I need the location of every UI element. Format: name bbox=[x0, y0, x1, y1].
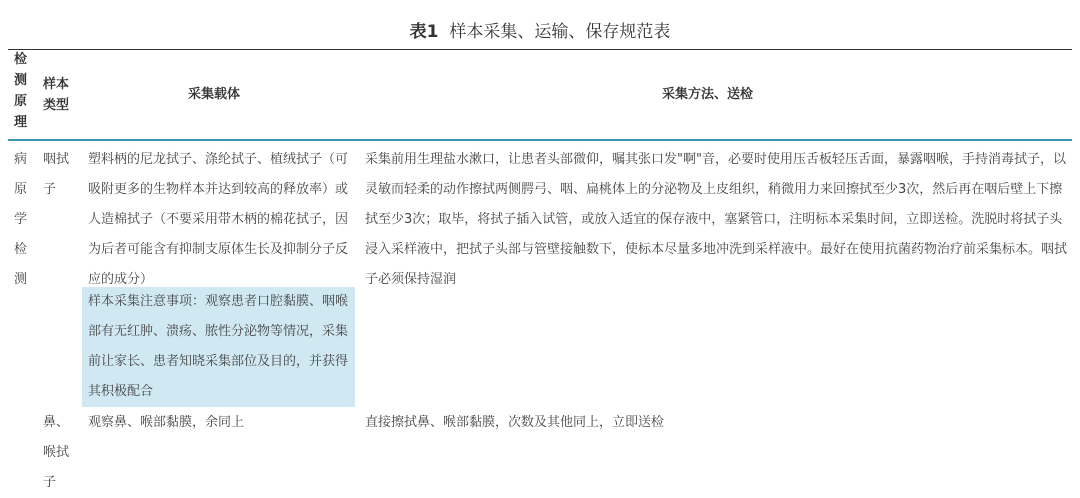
header-rule bbox=[8, 139, 1072, 141]
table-top-rule bbox=[8, 49, 1072, 50]
header-method: 采集方法、送检 bbox=[662, 87, 754, 102]
header-carrier: 采集载体 bbox=[188, 87, 241, 102]
header-principle bbox=[14, 49, 32, 133]
principle-char: 测 bbox=[14, 272, 28, 287]
row1-carrier: 塑料柄的尼龙拭子、涤纶拭子、植绒拭子（可吸附更多的生物样本并达到较高的释放率）或人造棉拭子（不要采用带木柄的棉花拭子，因为后者可能含有抑制支原体生长及抑制分子反应的成分） bbox=[88, 152, 349, 287]
principle-char: 病 bbox=[14, 152, 28, 167]
row1-method: 采集前用生理盐水漱口，让患者头部微仰，嘱其张口发"啊"音，必要时使用压舌板轻压舌面，暴露咽喉，手持消毒拭子，以灵敏而轻柔的动作擦拭两侧腭弓、咽、扁桃体上的分泌物及上皮组织，稍微用力来回擦拭至少3次，然后再在咽后壁上下擦拭至少3次；取毕，将拭子插入试管，或放入适宜的保存液中，塞紧管口，注明标本采集时间，立即送检。洗脱时将拭子头浸入采样液中，把拭子头部与管壁接触数下，使标本尽量多地冲洗到采样液中。最好在使用抗菌药物治疗前采集标本。咽拭子必须保持湿润 bbox=[365, 152, 1068, 287]
caption-label: 表1 bbox=[409, 22, 439, 42]
header-principle-char: 检 bbox=[14, 52, 28, 67]
principle-char: 检 bbox=[14, 242, 28, 257]
header-principle-char: 理 bbox=[14, 115, 28, 130]
principle-char: 原 bbox=[14, 182, 28, 197]
row2-method: 直接擦拭鼻、喉部黏膜，次数及其他同上，立即送检 bbox=[365, 415, 665, 430]
header-principle-char: 测 bbox=[14, 73, 28, 88]
row2-carrier: 观察鼻、喉部黏膜，余同上 bbox=[88, 415, 245, 430]
header-sample-type: 样本类型 bbox=[43, 77, 70, 113]
row1-sample-type: 咽拭子 bbox=[43, 152, 70, 197]
row1-note: 样本采集注意事项：观察患者口腔黏膜、咽喉部有无红肿、溃疡、脓性分泌物等情况，采集前让家长、患者知晓采集部位及目的，并获得其积极配合 bbox=[82, 287, 355, 407]
row2-sample-type: 鼻、喉拭子 bbox=[43, 415, 70, 490]
caption-title: 样本采集、运输、保存规范表 bbox=[449, 22, 671, 42]
header-principle-char: 原 bbox=[14, 94, 28, 109]
principle-char: 学 bbox=[14, 212, 28, 227]
table-caption bbox=[0, 20, 1080, 44]
principle-value bbox=[14, 145, 32, 295]
